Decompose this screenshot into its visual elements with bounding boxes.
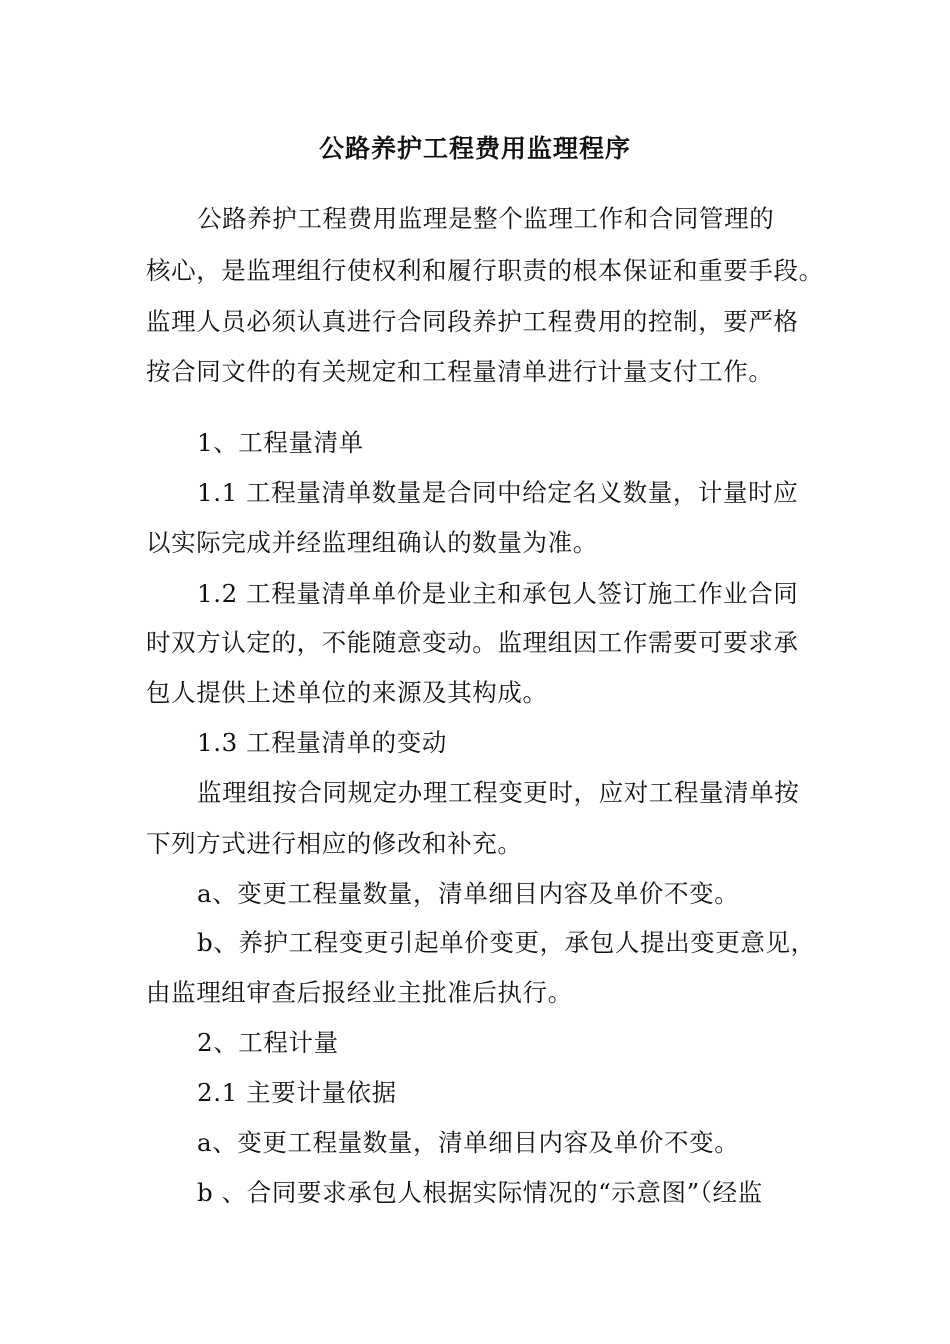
subsection-heading: 1.3 工程量清单的变动 (197, 728, 447, 757)
paragraph-line: 公路养护工程费用监理是整个监理工作和合同管理的 (197, 204, 775, 233)
list-item: b、养护工程变更引起单价变更，承包人提出变更意见， (197, 928, 816, 957)
paragraph-line: 1.1 工程量清单数量是合同中给定名义数量，计量时应 (197, 478, 799, 507)
paragraph-line: 由监理组审查后报经业主批准后执行。 (146, 978, 573, 1007)
paragraph-line: 时双方认定的，不能随意变动。监理组因工作需要可要求承 (146, 628, 799, 657)
paragraph-line: 1.2 工程量清单单价是业主和承包人签订施工作业合同 (197, 579, 799, 608)
list-item: a、变更工程量数量，清单细目内容及单价不变。 (197, 879, 740, 908)
paragraph-line: 监理组按合同规定办理工程变更时，应对工程量清单按 (197, 778, 800, 807)
paragraph-line: 按合同文件的有关规定和工程量清单进行计量支付工作。 (146, 357, 774, 386)
subsection-heading: 2.1 主要计量依据 (197, 1078, 397, 1107)
document-title: 公路养护工程费用监理程序 (318, 134, 631, 163)
paragraph-line: 核心，是监理组行使权利和履行职责的根本保证和重要手段。 (146, 256, 824, 285)
paragraph-line: 包人提供上述单位的来源及其构成。 (146, 678, 548, 707)
paragraph-line: 以实际完成并经监理组确认的数量为准。 (146, 528, 598, 557)
section-heading: 2、工程计量 (197, 1028, 339, 1057)
section-heading: 1、工程量清单 (197, 428, 364, 457)
list-item: a、变更工程量数量，清单细目内容及单价不变。 (197, 1128, 740, 1157)
paragraph-line: 监理人员必须认真进行合同段养护工程费用的控制，要严格 (146, 307, 799, 336)
paragraph-line: 下列方式进行相应的修改和补充。 (146, 829, 523, 858)
list-item: b 、合同要求承包人根据实际情况的“示意图”（经监 (197, 1178, 763, 1207)
